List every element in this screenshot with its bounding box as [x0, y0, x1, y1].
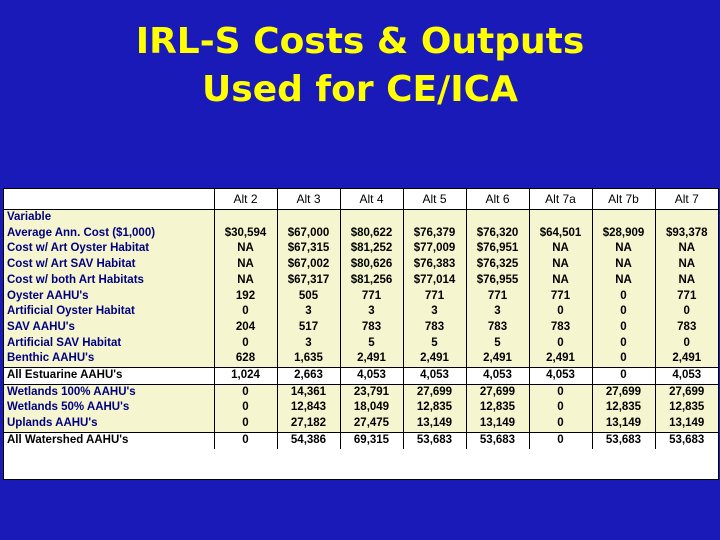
slide-title [0, 18, 720, 114]
table-cell: NA [214, 257, 277, 273]
table-cell: 12,835 [655, 400, 718, 416]
table-cell: 3 [403, 304, 466, 320]
table-cell: 13,149 [655, 416, 718, 432]
table-cell: $77,014 [403, 273, 466, 289]
table-cell: 783 [403, 320, 466, 336]
table-row [4, 351, 718, 367]
row-label: Cost w/ Art SAV Habitat [4, 257, 214, 273]
table-cell: 13,149 [403, 416, 466, 432]
table-cell: 628 [214, 351, 277, 367]
table-row [4, 304, 718, 320]
table-cell: 2,491 [403, 351, 466, 367]
table-cell: NA [214, 241, 277, 257]
row-label: Artificial SAV Habitat [4, 336, 214, 352]
table-cell: 27,475 [340, 416, 403, 432]
row-label: Average Ann. Cost ($1,000) [4, 226, 214, 242]
table-cell: $93,378 [655, 226, 718, 242]
table-cell: 2,491 [655, 351, 718, 367]
table-cell: 0 [592, 304, 655, 320]
table-cell: 0 [214, 336, 277, 352]
table-cell: $80,626 [340, 257, 403, 273]
table-cell: $81,256 [340, 273, 403, 289]
column-header: Alt 2 [214, 189, 277, 210]
table-cell: 0 [529, 416, 592, 432]
table-row [4, 241, 718, 257]
table-cell: 5 [340, 336, 403, 352]
table-cell [466, 210, 529, 226]
row-label: Cost w/ both Art Habitats [4, 273, 214, 289]
table-cell: 27,699 [655, 384, 718, 400]
table-cell: 53,683 [592, 432, 655, 448]
table-cell: 1,635 [277, 351, 340, 367]
table-row [4, 257, 718, 273]
table-cell [277, 210, 340, 226]
table-cell: 54,386 [277, 432, 340, 448]
table-cell: 4,053 [466, 368, 529, 385]
table-cell: 27,699 [466, 384, 529, 400]
table-cell: NA [592, 241, 655, 257]
column-header: Alt 7b [592, 189, 655, 210]
table-cell: 771 [529, 289, 592, 305]
table-cell: 783 [529, 320, 592, 336]
table-cell: 0 [529, 400, 592, 416]
table-row [4, 226, 718, 242]
row-label: Uplands AAHU's [4, 416, 214, 432]
table-cell: $77,009 [403, 241, 466, 257]
table-cell: 0 [214, 384, 277, 400]
table-cell: NA [592, 273, 655, 289]
table-cell: 13,149 [466, 416, 529, 432]
table-cell: 0 [214, 304, 277, 320]
table-cell: 192 [214, 289, 277, 305]
table-row [4, 336, 718, 352]
table-cell: 0 [529, 336, 592, 352]
table-cell: 3 [277, 336, 340, 352]
table-cell: 0 [529, 384, 592, 400]
table-cell: 0 [214, 416, 277, 432]
table-cell: 783 [340, 320, 403, 336]
table-cell: $76,325 [466, 257, 529, 273]
table-cell: 4,053 [403, 368, 466, 385]
table-cell: $76,951 [466, 241, 529, 257]
table-cell: 771 [403, 289, 466, 305]
table-cell: 517 [277, 320, 340, 336]
table-cell: 3 [340, 304, 403, 320]
row-label: SAV AAHU's [4, 320, 214, 336]
table-cell: 12,843 [277, 400, 340, 416]
row-label: Oyster AAHU's [4, 289, 214, 305]
table-cell: 4,053 [655, 368, 718, 385]
table-cell: 2,491 [340, 351, 403, 367]
table-cell: $67,000 [277, 226, 340, 242]
table-cell: 4,053 [529, 368, 592, 385]
table-cell: 27,699 [403, 384, 466, 400]
table-cell: 0 [592, 336, 655, 352]
table-cell: 204 [214, 320, 277, 336]
table-cell [592, 210, 655, 226]
table-cell: $81,252 [340, 241, 403, 257]
table-cell: 3 [277, 304, 340, 320]
table-row [4, 320, 718, 336]
table-cell: $30,594 [214, 226, 277, 242]
row-label: Wetlands 100% AAHU's [4, 384, 214, 400]
table-cell: 12,835 [466, 400, 529, 416]
table-cell: $76,383 [403, 257, 466, 273]
table-cell: 53,683 [466, 432, 529, 448]
table-cell: 5 [403, 336, 466, 352]
table-cell: 14,361 [277, 384, 340, 400]
table-cell: $67,315 [277, 241, 340, 257]
table-cell: 27,182 [277, 416, 340, 432]
table-cell: 2,663 [277, 368, 340, 385]
table-cell: 0 [655, 304, 718, 320]
table-cell: 1,024 [214, 368, 277, 385]
header-blank-cell [4, 189, 214, 210]
table-cell: $76,955 [466, 273, 529, 289]
column-header: Alt 4 [340, 189, 403, 210]
table-cell: 5 [466, 336, 529, 352]
table-cell [214, 210, 277, 226]
table-cell: $67,002 [277, 257, 340, 273]
row-label: Variable [4, 210, 214, 226]
table-cell: $64,501 [529, 226, 592, 242]
column-header: Alt 7 [655, 189, 718, 210]
table-row [4, 400, 718, 416]
table-cell: $80,622 [340, 226, 403, 242]
table-cell: 3 [466, 304, 529, 320]
table-cell [529, 210, 592, 226]
column-header: Alt 3 [277, 189, 340, 210]
table-cell: NA [592, 257, 655, 273]
table-cell: 18,049 [340, 400, 403, 416]
table-cell: 771 [655, 289, 718, 305]
row-label: Benthic AAHU's [4, 351, 214, 367]
table-cell: 0 [592, 320, 655, 336]
table-cell: NA [655, 241, 718, 257]
table-cell: 69,315 [340, 432, 403, 448]
table-cell: 771 [466, 289, 529, 305]
table-cell: 12,835 [592, 400, 655, 416]
column-header: Alt 6 [466, 189, 529, 210]
table-cell: 0 [592, 368, 655, 385]
table-cell: 783 [466, 320, 529, 336]
column-header: Alt 7a [529, 189, 592, 210]
table-row [4, 432, 718, 448]
table-cell: 0 [655, 336, 718, 352]
table-cell: NA [529, 273, 592, 289]
row-label: Wetlands 50% AAHU's [4, 400, 214, 416]
table-cell: $76,379 [403, 226, 466, 242]
table-cell: 783 [655, 320, 718, 336]
costs-outputs-table [3, 188, 719, 480]
table-cell: 23,791 [340, 384, 403, 400]
table-row [4, 273, 718, 289]
table-cell: 0 [529, 304, 592, 320]
row-label: Artificial Oyster Habitat [4, 304, 214, 320]
title-line-1: IRL-S Costs & Outputs [135, 21, 585, 62]
table-cell: NA [529, 241, 592, 257]
table-cell: 53,683 [403, 432, 466, 448]
table-header-row [4, 189, 718, 210]
table-row [4, 289, 718, 305]
table-cell: 0 [214, 432, 277, 448]
table-cell: 0 [214, 400, 277, 416]
table-cell: 53,683 [655, 432, 718, 448]
table-cell: NA [529, 257, 592, 273]
table-cell [655, 210, 718, 226]
table-row [4, 384, 718, 400]
table-cell: $76,320 [466, 226, 529, 242]
table-cell: 2,491 [529, 351, 592, 367]
table-cell: $67,317 [277, 273, 340, 289]
table-cell: 27,699 [592, 384, 655, 400]
table-cell: 0 [592, 351, 655, 367]
table-cell: NA [655, 273, 718, 289]
table-cell: 0 [592, 289, 655, 305]
table-cell: $28,909 [592, 226, 655, 242]
title-line-2: Used for CE/ICA [202, 69, 518, 110]
table-cell: 771 [340, 289, 403, 305]
table-cell [403, 210, 466, 226]
table-cell: 12,835 [403, 400, 466, 416]
table-row [4, 210, 718, 226]
table-row [4, 416, 718, 432]
table-cell [340, 210, 403, 226]
row-label: All Estuarine AAHU's [4, 368, 214, 385]
table-cell: 4,053 [340, 368, 403, 385]
row-label: All Watershed AAHU's [4, 432, 214, 448]
table-cell: 0 [529, 432, 592, 448]
row-label: Cost w/ Art Oyster Habitat [4, 241, 214, 257]
table-cell: NA [214, 273, 277, 289]
table-cell: 505 [277, 289, 340, 305]
table-row [4, 368, 718, 385]
column-header: Alt 5 [403, 189, 466, 210]
table-cell: 2,491 [466, 351, 529, 367]
table-cell: 13,149 [592, 416, 655, 432]
table-cell: NA [655, 257, 718, 273]
